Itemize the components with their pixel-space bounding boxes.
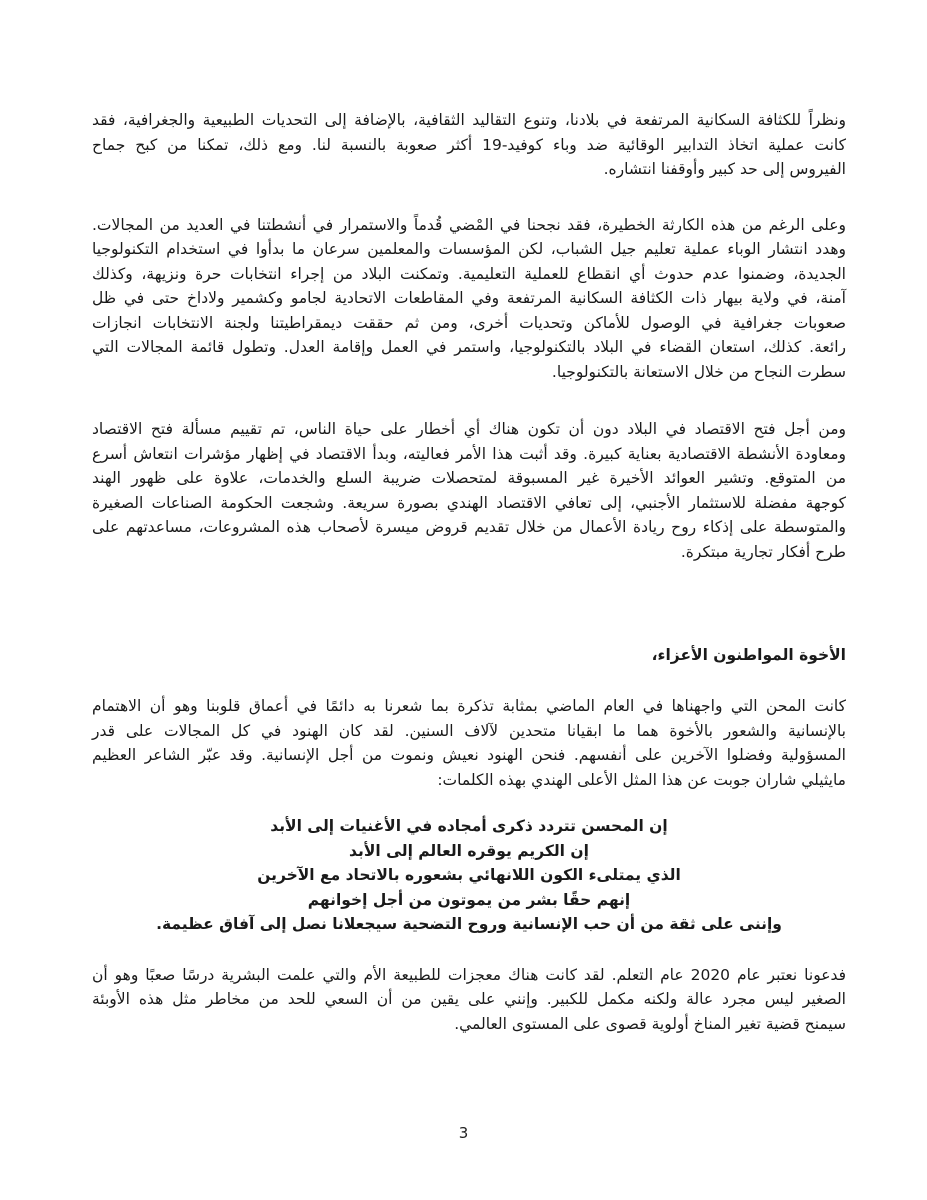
text-line: ومعاودة الأنشطة الاقتصادية بعناية كبيرة. وقد أثبت هذا الأمر فعاليته، وبدأ الاقتصاد في إظهار مؤشرات انتعاش أسرع <box>92 444 846 463</box>
section-spacer <box>92 564 846 642</box>
paragraph-spacer <box>92 384 846 417</box>
text-line: بالإنسانية والشعور بالأخوة هما ما ابقيانا متحدين لآلاف السنين. لقد كان الهنود في كل المجالات على قدر <box>92 721 846 740</box>
text-line: سطرت النجاح من خلال الاستعانة بالتكنولوجيا. <box>551 362 846 381</box>
paragraph-spacer <box>92 792 846 814</box>
section-heading: الأخوة المواطنون الأعزاء، <box>651 646 846 664</box>
poem-quote <box>92 814 846 937</box>
text-line: الصغير ليس مجرد عالة ولكنه مكمل للكبير. وإنني على يقين من أن السعي للحد من مخاطر مثل هذه الأوبئة <box>92 990 846 1008</box>
document-page <box>92 108 846 1036</box>
poem-line: إن الكريم يوقره العالم إلى الأبد <box>349 841 589 860</box>
page-number: 3 <box>458 1124 469 1142</box>
text-line: سيمنح قضية تغير المناخ أولوية قصوى على المستوى العالمي. <box>454 1014 846 1033</box>
text-line: كوجهة مفضلة للاستثمار الأجنبي، إلى تعافي الاقتصاد الهندي بصورة سريعة. وشجعت الحكومة الصناعات الصغيرة <box>92 493 846 512</box>
text-line: صعوبات جغرافية في الوصول للأماكن وتحديات أخرى، ومن ثم حققت ديمقراطيتنا ولجنة الانتخابات انجازات <box>92 313 846 332</box>
text-line: من المتوقع. وتشير العوائد الأخيرة غير المسبوقة لمتحصلات ضريبة السلع والخدمات، علاوة على ظهور الهند <box>92 469 846 487</box>
text-line: ونظراً للكثافة السكانية المرتفعة في بلادنا، وتنوع التقاليد الثقافية، بالإضافة إلى التحديات الطبيعية والجغرافية، فقد <box>92 111 846 129</box>
text-line: وهدد انتشار الوباء عملية تعليم جيل الشباب، لكن المؤسسات والمعلمين سرعان ما بدأوا في استخدام التكنولوجيا <box>92 240 846 258</box>
poem-line: الذي يمتلىء الكون اللانهائي بشعوره بالاتحاد مع الآخرين <box>257 866 681 884</box>
text-line: طرح أفكار تجارية مبتكرة. <box>680 542 846 561</box>
text-line: رائعة. كذلك، استعان القضاء في البلاد بالتكنولوجيا، واستمر في العمل وإقامة العدل. وتطول قائمة المجالات التي <box>92 338 846 356</box>
paragraph-spacer <box>92 182 846 213</box>
poem-line: إن المحسن تتردد ذكرى أمجاده في الأغنيات إلى الأبد <box>270 817 668 835</box>
text-line: مايثيلي شاران جوبت عن هذا المثل الأعلى الهندي بهذه الكلمات: <box>437 770 846 789</box>
paragraph-progress-despite-crisis <box>92 213 846 385</box>
text-line: آمنة، في ولاية بيهار ذات الكثافة السكانية المرتفعة وفي المقاطعات الاتحادية لجامو وكشمير ولاداخ حتى في ظل <box>92 289 846 307</box>
poem-line: إنهم حقًا بشر من يموتون من أجل إخوانهم <box>307 890 631 909</box>
text-line: فدعونا نعتبر عام 2020 عام التعلم. لقد كانت هناك معجزات للطبيعة الأم والتي علمت البشرية درسًا صعبًا وهو أن <box>92 965 846 984</box>
text-line: والمتوسطة على إذكاء روح ريادة الأعمال من خلال تقديم قروض ميسرة لأصحاب هذه المشروعات، مساعدتهم على <box>92 518 846 536</box>
text-line: المسؤولية وفضلوا الآخرين على أنفسهم. فنحن الهنود نعيش ونموت من أجل الإنسانية. وقد عبّر الشاعر العظيم <box>92 746 846 764</box>
paragraph-spacer <box>92 937 846 963</box>
poem-line: وإننى على ثقة من أن حب الإنسانية وروح التضحية سيجعلانا نصل إلى آفاق عظيمة. <box>156 915 782 933</box>
text-line: وعلى الرغم من هذه الكارثة الخطيرة، فقد نجحنا في المْضي قُدماً والاستمرار في أنشطتنا في العديد من المجالات. <box>92 215 846 234</box>
paragraph-covid-challenges <box>92 108 846 182</box>
paragraph-brotherhood <box>92 694 846 792</box>
paragraph-economy <box>92 417 846 564</box>
text-line: ومن أجل فتح الاقتصاد في البلاد دون أن تكون هناك أي أخطار على حياة الناس، تم تقييم مسألة فتح الاقتصاد <box>92 420 846 438</box>
paragraph-year-of-learning <box>92 963 846 1037</box>
text-line: كانت عملية اتخاذ التدابير الوقائية ضد وباء كوفيد-19 أكثر صعوبة بالنسبة لنا. ومع ذلك، تمكنا من كبح جماح <box>92 135 846 154</box>
paragraph-spacer <box>92 668 846 694</box>
text-line: الجديدة، وضمنوا عدم حدوث أي انقطاع للعملية التعليمية. وتمكنت البلاد من إجراء انتخابات حرة ونزيهة، وكذلك <box>92 264 846 283</box>
text-line: الفيروس إلى حد كبير وأوقفنا انتشاره. <box>603 160 846 178</box>
text-line: كانت المحن التي واجهناها في العام الماضي بمثابة تذكرة بما شعرنا به دائمًا في أعماق قلوبنا وهو أن الاهتمام <box>92 697 846 715</box>
